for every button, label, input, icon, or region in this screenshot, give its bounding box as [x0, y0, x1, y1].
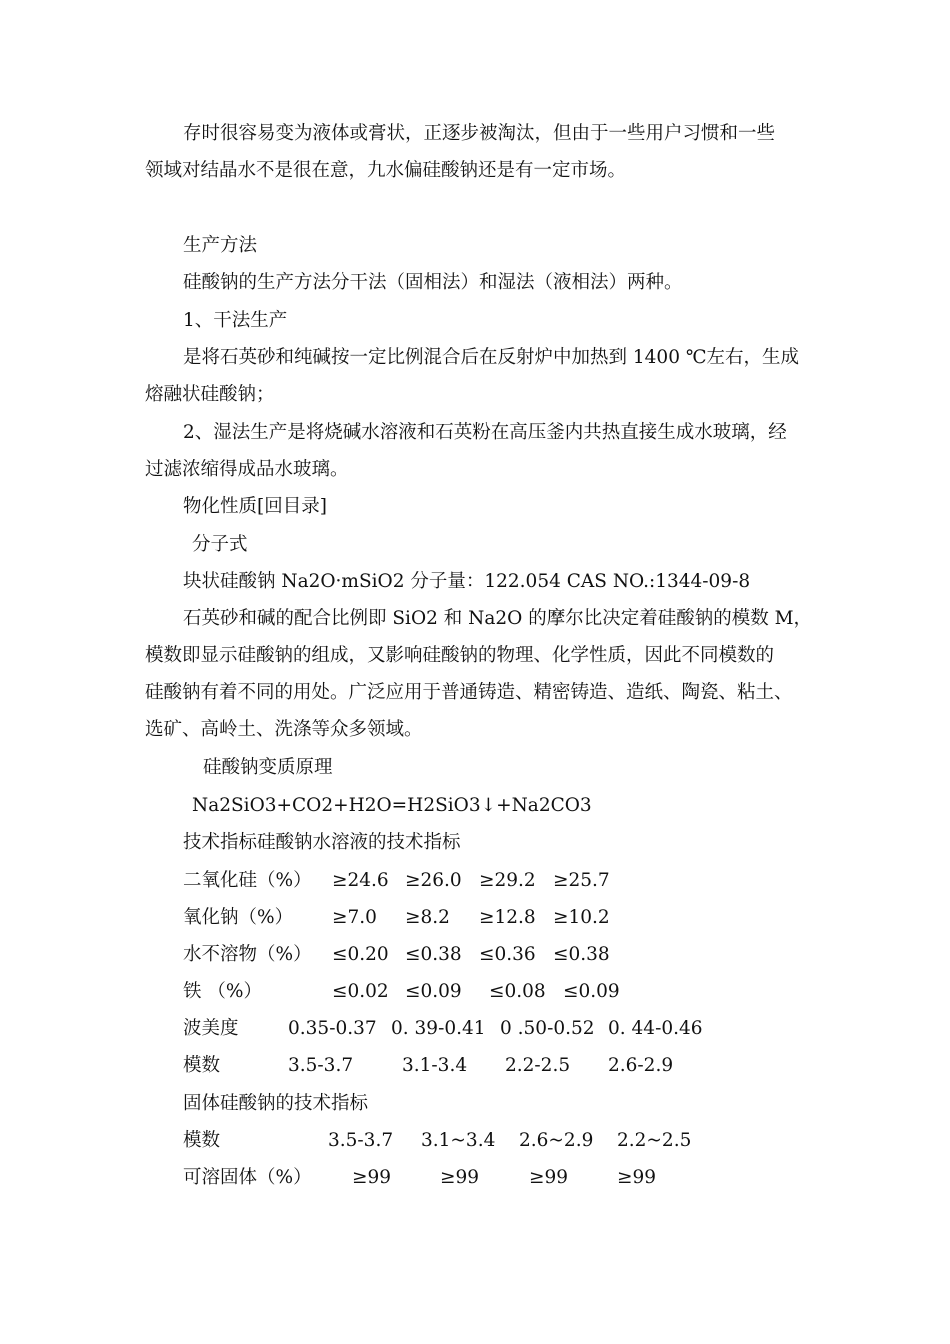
spec-label: 氧化钠（%） — [183, 907, 294, 928]
spec-label: 二氧化硅（%） — [183, 870, 312, 891]
paragraph-line: 领域对结晶水不是很在意，九水偏硅酸钠还是有一定市场。 — [145, 160, 627, 181]
paragraph-line: 选矿、高岭土、洗涤等众多领域。 — [145, 719, 423, 740]
spec-value: ≥99 — [352, 1167, 392, 1188]
spec-value: ≥8.2 — [405, 907, 450, 928]
section-heading-liquid-spec: 技术指标硅酸钠水溶液的技术指标 — [183, 832, 461, 853]
spec-value: ≥10.2 — [553, 907, 610, 928]
spec-value: ≥26.0 — [405, 870, 462, 891]
spec-value: 0. 44-0.46 — [608, 1018, 703, 1039]
spec-value: ≥24.6 — [332, 870, 389, 891]
spec-value: ≥25.7 — [553, 870, 610, 891]
spec-value: ≥99 — [617, 1167, 657, 1188]
spec-value: 3.1~3.4 — [421, 1130, 496, 1151]
spec-label: 模数 — [183, 1055, 221, 1076]
section-heading-production: 生产方法 — [183, 235, 258, 256]
spec-value: ≤0.02 — [332, 981, 389, 1002]
spec-label: 模数 — [183, 1130, 221, 1151]
spec-value: ≤0.08 — [489, 981, 546, 1002]
subheading-deterioration: 硅酸钠变质原理 — [203, 757, 333, 778]
spec-value: 2.2-2.5 — [505, 1055, 571, 1076]
paragraph-line: 存时很容易变为液体或膏状，正逐步被淘汰，但由于一些用户习惯和一些 — [183, 123, 776, 144]
paragraph-line: 是将石英砂和纯碱按一定比例混合后在反射炉中加热到 1400 ℃左右，生成 — [183, 347, 800, 368]
paragraph-line: 石英砂和碱的配合比例即 SiO2 和 Na2O 的摩尔比决定着硅酸钠的模数 M， — [183, 608, 813, 629]
spec-label: 可溶固体（%） — [183, 1167, 312, 1188]
spec-value: ≥7.0 — [332, 907, 377, 928]
spec-value: ≤0.09 — [563, 981, 620, 1002]
spec-label: 水不溶物（%） — [183, 944, 312, 965]
spec-value: ≤0.36 — [479, 944, 536, 965]
spec-label: 铁 （%） — [183, 981, 262, 1002]
spec-label: 波美度 — [183, 1018, 239, 1039]
section-heading-solid-spec: 固体硅酸钠的技术指标 — [183, 1093, 369, 1114]
section-heading-properties: 物化性质[回目录] — [183, 496, 327, 517]
paragraph-line: 硅酸钠的生产方法分干法（固相法）和湿法（液相法）两种。 — [183, 272, 683, 293]
formula-line: 块状硅酸钠 Na2O·mSiO2 分子量：122.054 CAS NO.:1344-09-8 — [183, 571, 751, 592]
chemical-equation: Na2SiO3+CO2+H2O=H2SiO3↓+Na2CO3 — [192, 795, 592, 816]
spec-value: 2.6-2.9 — [608, 1055, 674, 1076]
spec-value: ≥99 — [440, 1167, 480, 1188]
paragraph-line: 2、湿法生产是将烧碱水溶液和石英粉在高压釜内共热直接生成水玻璃，经 — [183, 422, 787, 443]
subheading-dry-method: 1、干法生产 — [183, 310, 288, 331]
spec-value: ≤0.38 — [405, 944, 462, 965]
spec-value: 2.2~2.5 — [617, 1130, 692, 1151]
spec-value: ≤0.09 — [405, 981, 462, 1002]
subheading-formula: 分子式 — [192, 534, 248, 555]
spec-value: 2.6~2.9 — [519, 1130, 594, 1151]
spec-value: ≥12.8 — [479, 907, 536, 928]
spec-value: 0 .50-0.52 — [500, 1018, 595, 1039]
spec-value: ≥99 — [529, 1167, 569, 1188]
paragraph-line: 模数即显示硅酸钠的组成，又影响硅酸钠的物理、化学性质，因此不同模数的 — [145, 645, 775, 666]
spec-value: ≤0.38 — [553, 944, 610, 965]
spec-value: 3.5-3.7 — [328, 1130, 394, 1151]
paragraph-line: 硅酸钠有着不同的用处。广泛应用于普通铸造、精密铸造、造纸、陶瓷、粘土、 — [145, 682, 793, 703]
spec-value: 0. 39-0.41 — [391, 1018, 486, 1039]
spec-value: 0.35-0.37 — [288, 1018, 377, 1039]
paragraph-line: 过滤浓缩得成品水玻璃。 — [145, 459, 349, 480]
spec-value: 3.1-3.4 — [402, 1055, 468, 1076]
spec-value: ≤0.20 — [332, 944, 389, 965]
spec-value: ≥29.2 — [479, 870, 536, 891]
spec-value: 3.5-3.7 — [288, 1055, 354, 1076]
paragraph-line: 熔融状硅酸钠； — [145, 384, 275, 405]
